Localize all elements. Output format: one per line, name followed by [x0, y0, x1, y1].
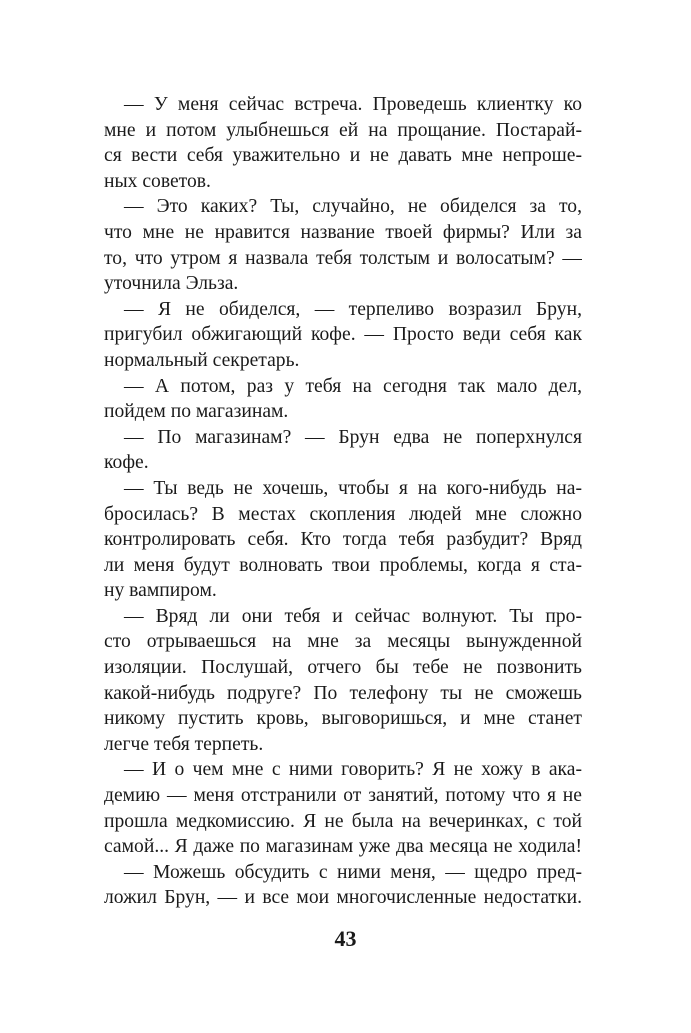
text-line: нормальный секретарь.: [104, 349, 300, 371]
text-line: ли меня будут волновать твои проблемы, когда я ста-: [104, 554, 582, 576]
text-line: — Это каких? Ты, случайно, не обиделся за то,: [124, 196, 582, 218]
text-line: никому пустить кровь, выговоришься, и мне станет: [104, 708, 582, 730]
text-line: то, что утром я назвала тебя толстым и волосатым? —: [104, 247, 582, 269]
text-line: пойдем по магазинам.: [104, 401, 289, 423]
text-line: легче тебя терпеть.: [104, 733, 264, 755]
text-line: контролировать себя. Кто тогда тебя разбудит? Вряд: [104, 529, 582, 551]
text-line: — Я не обиделся, — терпеливо возразил Брун,: [124, 298, 582, 320]
text-line: сто отрываешься на мне за месяцы вынужденной: [104, 631, 582, 653]
text-line: что мне не нравится название твоей фирмы? Или за: [104, 221, 582, 243]
text-line: ных советов.: [104, 170, 211, 192]
text-line: — А потом, раз у тебя на сегодня так мало дел,: [124, 375, 582, 397]
page-number: 43: [334, 926, 357, 951]
text-line: — У меня сейчас встреча. Проведешь клиентку ко: [124, 94, 582, 115]
text-line: — Можешь обсудить с ними меня, — щедро пред-: [124, 861, 582, 883]
text-line: бросилась? В местах скопления людей мне сложно: [104, 503, 582, 525]
text-line: какой-нибудь подруге? По телефону ты не сможешь: [104, 682, 582, 704]
text-line: уточнила Эльза.: [104, 273, 239, 295]
text-line: — Вряд ли они тебя и сейчас волнуют. Ты про-: [124, 605, 582, 627]
text-line: — И о чем мне с ними говорить? Я не хожу в ака-: [124, 759, 582, 781]
text-line: пригубил обжигающий кофе. — Просто веди себя как: [104, 324, 582, 346]
text-line: демию — меня отстранили от занятий, потому что я не: [104, 785, 582, 807]
text-line: ложил Брун, — и все мои многочисленные недостатки.: [104, 887, 582, 909]
text-line: изоляции. Послушай, отчего бы тебе не позвонить: [104, 657, 582, 679]
text-line: мне и потом улыбнешься ей на прощание. Постарай-: [104, 119, 582, 141]
text-line: ну вампиром.: [104, 580, 217, 602]
text-line: ся вести себя уважительно и не давать мне непроше-: [104, 145, 582, 167]
body-text: [104, 92, 582, 911]
text-line: — Ты ведь не хочешь, чтобы я на кого-нибудь на-: [124, 477, 582, 499]
text-line: прошла медкомиссию. Я не была на вечеринках, с той: [104, 810, 582, 832]
text-line: самой... Я даже по магазинам уже два месяца не ходила!: [104, 836, 582, 858]
text-line: кофе.: [104, 452, 149, 474]
text-line: — По магазинам? — Брун едва не поперхнулся: [124, 426, 582, 448]
